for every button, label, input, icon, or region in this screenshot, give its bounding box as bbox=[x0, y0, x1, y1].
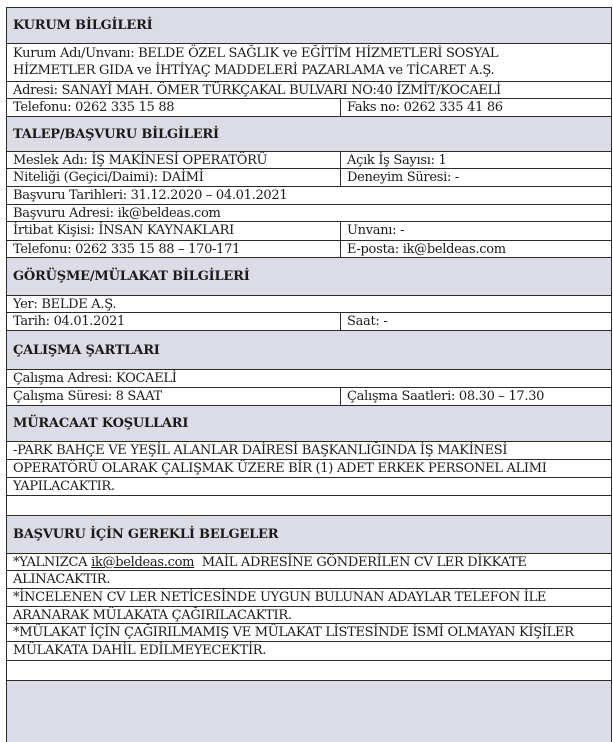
empty-cell bbox=[7, 661, 611, 680]
section-title: BAŞVURU İÇİN GEREKLİ BELGELER bbox=[13, 527, 279, 542]
section-title: TALEP/BAŞVURU BİLGİLERİ bbox=[13, 126, 219, 142]
belgeler-text: ARANARAK MÜLAKATA ÇAĞIRILACAKTIR. bbox=[13, 608, 292, 623]
meslek-row bbox=[7, 152, 611, 169]
next-section-header bbox=[6, 680, 612, 742]
belgeler-line bbox=[7, 589, 611, 607]
basvuru-adresi-row bbox=[7, 205, 611, 222]
calisma-adresi: Çalışma Adresi: KOCAELİ bbox=[13, 371, 177, 386]
kurum-faks: Faks no: 0262 335 41 86 bbox=[347, 100, 503, 115]
section-header-belgeler bbox=[7, 516, 611, 554]
gorusme-yer: Yer: BELDE A.Ş. bbox=[13, 297, 117, 312]
calisma-adresi-row bbox=[7, 370, 611, 388]
section-title: KURUM BİLGİLERİ bbox=[13, 18, 153, 33]
irtibat-kisisi: İrtibat Kişisi: İNSAN KAYNAKLARI bbox=[7, 222, 341, 240]
empty-row bbox=[7, 496, 611, 516]
kurum-adres: Adresi: SANAYİ MAH. ÖMER TÜRKÇAKAL BULVARI NO:40 İZMİT/KOCAELİ bbox=[13, 83, 501, 98]
section-header-talep bbox=[7, 117, 611, 152]
meslek-adi: Meslek Adı: İŞ MAKİNESİ OPERATÖRÜ bbox=[7, 152, 341, 168]
muracaat-text: OPERATÖRÜ OLARAK ÇALIŞMAK ÜZERE BİR (1) ADET ERKEK PERSONEL ALIMI bbox=[13, 461, 547, 476]
basvuru-adresi: Başvuru Adresi: ik@beldeas.com bbox=[13, 206, 221, 221]
calisma-saatleri: Çalışma Saatleri: 08.30 – 17.30 bbox=[347, 389, 545, 404]
section-title: MÜRACAAT KOŞULLARI bbox=[13, 416, 189, 431]
acik-is-sayisi: Açık İş Sayısı: 1 bbox=[347, 153, 447, 168]
calisma-suresi-row bbox=[7, 388, 611, 406]
belgeler-suffix: MAİL ADRESİNE GÖNDERİLEN CV LER DİKKATE bbox=[194, 555, 527, 570]
talep-eposta: E-posta: ik@beldeas.com bbox=[347, 242, 506, 257]
belgeler-text bbox=[7, 554, 611, 570]
basvuru-tarihleri: Başvuru Tarihleri: 31.12.2020 – 04.01.2021 bbox=[13, 188, 288, 203]
section-title: GÖRÜŞME/MÜLAKAT BİLGİLERİ bbox=[13, 269, 250, 284]
section-header-kurum bbox=[7, 8, 611, 44]
muracaat-text: -PARK BAHÇE VE YEŞİL ALANLAR DAİRESİ BAŞKANLIĞINDA İŞ MAKİNESİ bbox=[13, 443, 508, 458]
belgeler-text: *MÜLAKAT İÇİN ÇAĞIRILMAMIŞ VE MÜLAKAT LİSTESİNDE İSMİ OLMAYAN KİŞİLER bbox=[13, 625, 574, 640]
basvuru-tarihleri-row bbox=[7, 187, 611, 205]
belgeler-line bbox=[7, 642, 611, 661]
kurum-adi-line-2: HİZMETLER GIDA ve İHTİYAÇ MADDELERİ PAZARLAMA ve TİCARET A.Ş. bbox=[13, 63, 495, 78]
section-title: ÇALIŞMA ŞARTLARI bbox=[13, 342, 160, 358]
section-header-gorusme bbox=[7, 258, 611, 296]
kurum-adi-row bbox=[7, 44, 611, 82]
kurum-telefon-row bbox=[7, 99, 611, 117]
niteligi: Niteliği (Geçici/Daimi): DAİMİ bbox=[7, 169, 341, 186]
job-posting-form bbox=[6, 7, 612, 681]
section-header-calisma bbox=[7, 331, 611, 370]
belgeler-text: ALINACAKTIR. bbox=[13, 572, 111, 587]
muracaat-line bbox=[7, 478, 611, 496]
kurum-adi-line-1: Kurum Adı/Unvanı: BELDE ÖZEL SAĞLIK ve EĞİTİM HİZMETLERİ SOSYAL bbox=[13, 46, 499, 61]
nitelik-row bbox=[7, 169, 611, 187]
belgeler-prefix: *YALNIZCA bbox=[13, 555, 92, 570]
gorusme-saat: Saat: - bbox=[347, 314, 388, 329]
kurum-adi bbox=[7, 44, 611, 81]
empty-row bbox=[7, 661, 611, 681]
section-header-muracaat bbox=[7, 406, 611, 442]
irtibat-row bbox=[7, 222, 611, 241]
belgeler-line bbox=[7, 554, 611, 571]
belgeler-line bbox=[7, 571, 611, 589]
belgeler-line bbox=[7, 624, 611, 642]
muracaat-line bbox=[7, 460, 611, 478]
gorusme-tarih: Tarih: 04.01.2021 bbox=[7, 313, 341, 330]
talep-telefon: Telefonu: 0262 335 15 88 – 170-171 bbox=[7, 241, 341, 257]
email-link[interactable]: ik@beldeas.com bbox=[91, 555, 195, 570]
deneyim-suresi: Deneyim Süresi: - bbox=[347, 170, 459, 185]
tarih-row bbox=[7, 313, 611, 331]
muracaat-text: YAPILACAKTIR. bbox=[13, 479, 115, 494]
kurum-telefon: Telefonu: 0262 335 15 88 bbox=[7, 99, 341, 116]
belgeler-line bbox=[7, 607, 611, 624]
empty-cell bbox=[7, 496, 611, 515]
muracaat-line bbox=[7, 442, 611, 460]
talep-telefon-row bbox=[7, 241, 611, 258]
belgeler-text: *İNCELENEN CV LER NETİCESİNDE UYGUN BULUNAN ADAYLAR TELEFON İLE bbox=[13, 590, 547, 605]
calisma-suresi: Çalışma Süresi: 8 SAAT bbox=[7, 388, 341, 405]
kurum-adres-row bbox=[7, 82, 611, 99]
unvani: Unvanı: - bbox=[347, 223, 405, 238]
yer-row bbox=[7, 296, 611, 313]
belgeler-text: MÜLAKATA DAHİL EDİLMEYECEKTİR. bbox=[13, 643, 267, 658]
